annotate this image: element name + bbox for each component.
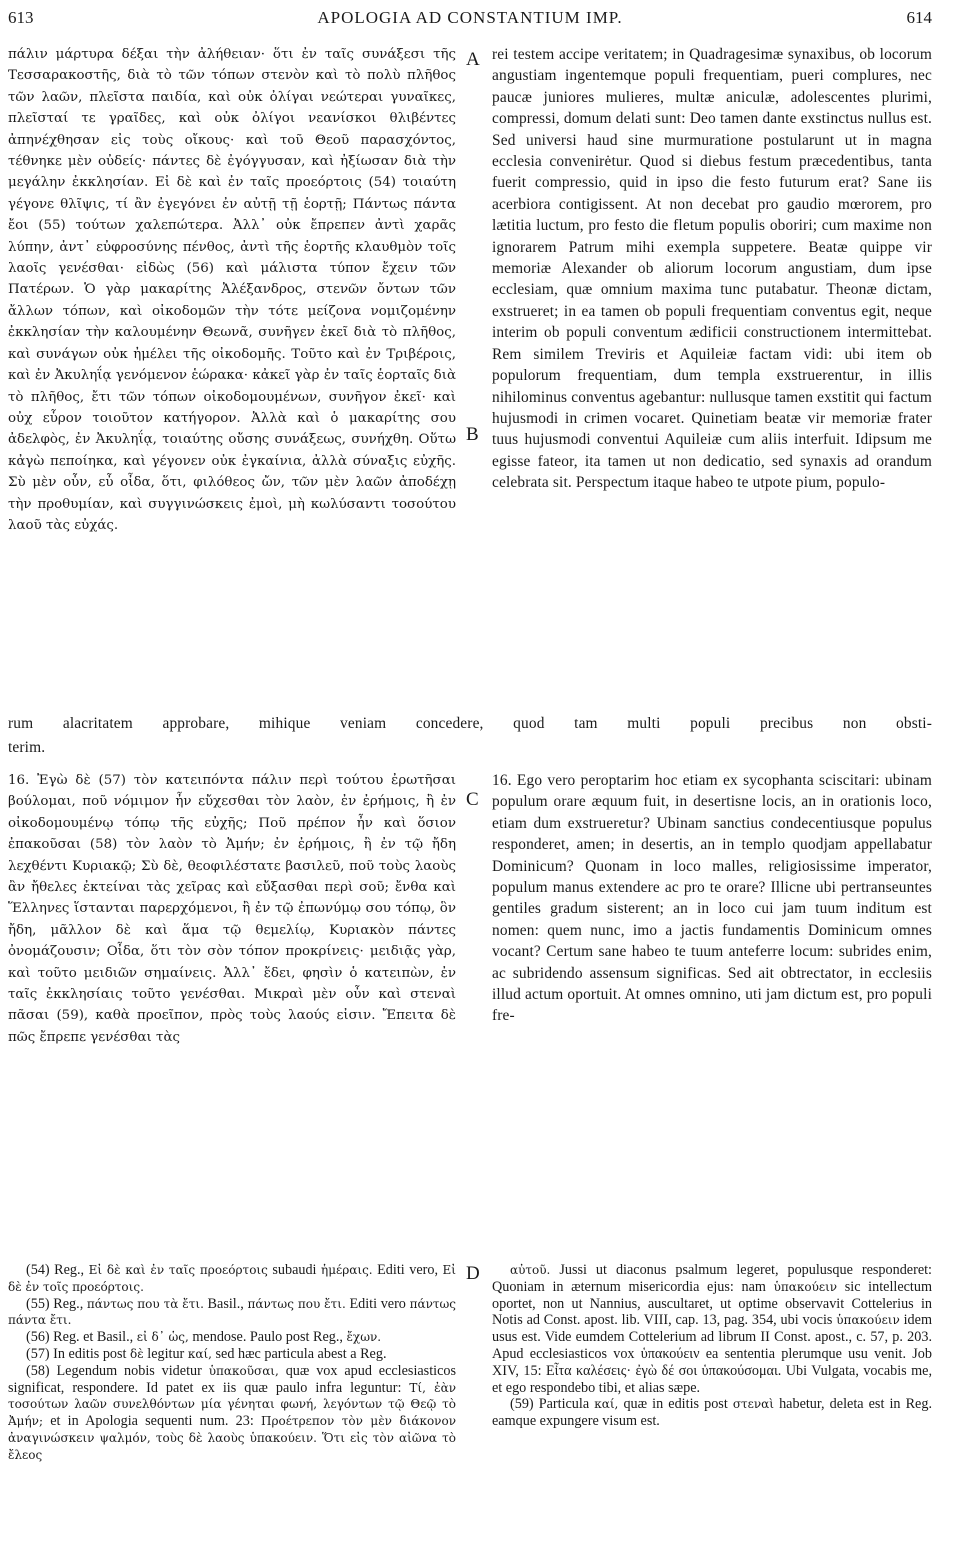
footnote-text: (55) Reg.,: [26, 1295, 87, 1312]
footnote-text: sed hæc particula abest a Reg.: [211, 1345, 387, 1362]
footnote-text: habetur, deleta est in Reg. eamque expungere visum est.: [492, 1396, 932, 1430]
footnote: [8, 1363, 456, 1464]
footnote-greek: Εἰ δὲ καὶ ἐν ταῖς προεόρτοις: [88, 1263, 268, 1277]
footnote: [492, 1262, 932, 1396]
margin-marker-a: A: [466, 49, 480, 70]
footnote-greek: ὑπακοῦσαι,: [208, 1363, 279, 1378]
footnote-text: quæ vox apud ecclesiasticos significat, respondere. Id patet ex iis quæ paulo infra leguntur:: [8, 1362, 456, 1396]
margin-marker-d: D: [466, 1263, 480, 1284]
footnote-text: et in Apologia sequenti num. 23:: [43, 1413, 261, 1430]
footnote-greek: Τί, ἐὰν τοσούτων λαῶν συνελθόντων μία γένηται φωνή, λεγόντων τῷ Θεῷ τὸ Ἀμήν;: [8, 1380, 456, 1429]
margin-marker-c: C: [466, 789, 479, 810]
footnote: [8, 1262, 456, 1296]
footnote-greek: στεναὶ: [732, 1397, 774, 1412]
footnote-text: (54) Reg.,: [26, 1262, 89, 1278]
latin-spanning-line: rum alacritatem approbare, mihique veniam concedere, quod tam multi populi precibus non obsti-: [8, 715, 932, 732]
footnote-text: Basil.,: [203, 1295, 248, 1312]
running-title: APOLOGIA AD CONSTANTIUM IMP.: [317, 8, 623, 27]
footnote-greek: πάντως που τὰ ἔτι.: [86, 1296, 204, 1311]
footnote-greek: Εἰ δὲ ἐν τοῖς προεόρτοις.: [8, 1263, 456, 1294]
footnote-text: Jussi ut diaconus psalmum legeret, populusque responderet: Quoniam in æternum misericordia ejus: nam: [492, 1262, 932, 1295]
page-header: [8, 8, 932, 32]
greek-column-1: πάλιν μάρτυρα δέξαι τὴν ἀλήθειαν· ὅτι ἐν ταῖς συνάξεσι τῆς Τεσσαρακοστῆς, διὰ τὸ τῶν τόπων στενὸν καὶ τὸ πολὺ πλῆθος τῶν λαῶν, πλεῖστα παιδία, καὶ οὐκ ὀλίγαι νεώτεραι γυναῖκες, πλεῖσταί τε γραῖδες, καὶ οὐκ ὀλίγοι νεανίσκοι θλιβέντες ἀπηνέχθησαν εἰς τοὺς οἴκους· καὶ τοῦ Θεοῦ παρασχόντος, τέθνηκε μὲν οὐδείς· πάντες δὲ ἐγόγγυσαν, καὶ ἠξίωσαν διὰ τὴν μεγάλην ἐκκλησίαν. Εἰ δὲ καὶ ἐν ταῖς προεόρτοις (54) τοιαύτη γέγονε θλῖψις, τί ἂν ἐγεγόνει ἐν αὐτῇ τῇ ἑορτῇ; Πάντως πάντα ἔοι (55) τούτων χαλεπώτερα. Ἀλλ᾽ οὐκ ἔπρεπεν ἀντὶ χαρᾶς λύπην, ἀντ᾽ εὐφροσύνης πένθος, ἀντὶ τῆς ἑορτῆς κλαυθμὸν τοῖς λαοῖς γενέσθαι· εἰδὼς (56) καὶ μάλιστα τύπον ἔχειν τῶν Πατέρων. Ὁ γὰρ μακαρίτης Ἀλέξανδρος, στενῶν ὄντων τῶν ἄλλων τόπων, καὶ οἰκοδομῶν τὴν τότε μείζονα νομιζομένην ἐκκλησίαν τὴν καλουμένην Θεωνᾶ, συνῆγεν ἐκεῖ διὰ τὸ πλῆθος, καὶ συνάγων οὐκ ἠμέλει τῆς οἰκοδομῆς. Τοῦτο καὶ ἐν Τριβέροις, καὶ ἐν Ἀκυληΐᾳ γενόμενον ἑώρακα· κἀκεῖ γὰρ ἐν ταῖς ἑορταῖς διὰ τὸ πλῆθος, ἔτι τῶν τόπων οἰκοδομουμένων, συνῆγον ἐκεῖ· καὶ οὐχ εὗρον τοιοῦτον κατήγορον. Ἀλλὰ καὶ ὁ μακαρίτης σου ἀδελφὸς, ἐν Ἀκυληΐᾳ, τοιαύτης οὔσης συνάξεως, συνήχθη. Οὕτω κἀγὼ πεποίηκα, καὶ γέγονεν οὐκ ἐγκαίνια, ἀλλὰ σύναξις εὐχῆς. Σὺ μὲν οὖν, εὖ οἶδα, ὅτι, φιλόθεος ὤν, τῶν μὲν λαῶν ἀποδέχῃ τὴν προθυμίαν, καὶ συγγινώσκεις ἐμοὶ, μὴ κωλύσαντι τοσούτου λαοῦ τὰς εὐχάς.: [8, 47, 456, 533]
footnote-greek: ὑπακούειν: [836, 1313, 900, 1328]
footnotes-left: [8, 1262, 456, 1542]
footnote: [8, 1329, 456, 1346]
footnote-text: mendose. Paulo post Reg.,: [188, 1329, 347, 1346]
margin-marker-b: B: [466, 424, 479, 445]
footnote-greek: ἔχων.: [346, 1330, 382, 1345]
footnote-text: subaudi: [267, 1262, 322, 1278]
footnotes-right: [492, 1262, 932, 1542]
page-number-left: 613: [8, 8, 34, 27]
footnote-greek: πάντως που ἔτι.: [247, 1296, 346, 1311]
footnote-text: (56) Reg. et Basil.,: [26, 1329, 137, 1346]
footnote-greek: ἡμέραις.: [321, 1263, 373, 1277]
footnote-text: Editi vero,: [372, 1262, 443, 1278]
footnote-greek: ὑπακούειν: [773, 1279, 838, 1294]
footnote-greek: αὐτοῦ.: [510, 1263, 551, 1277]
footnote-text: legitur: [143, 1345, 188, 1362]
footnote-text: Editi vero: [345, 1295, 410, 1312]
footnote: [8, 1346, 456, 1363]
latin-column-2: 16. Ego vero peroptarim hoc etiam ex sycophanta sciscitari: ubinam populum orare æquum fuit, in desertisne locis, an in orationis loco, etiam dum exstrueretur? Ubinam sanctius condecentiusque populus responderet, amen; in desertis, an in templo quodjam appellabatur Dominicum? Quonam in loco malles, religiosissime imperator, populum manus extendere ac pro te orare? Illicne ubi pertranseuntes gentiles gradum sisterent; an in loco cui jam tuum inditum est nomen: quem nunc, imo a jactis fundamentis Dominicum omnes vocant? Certum sane habeo te tuum anteferre locum: subrides enim, ac subridendo assensum significas. Sed ait obtrectator, in ecclesiis illud actum oportuit. At omnes omnino, uti jam dictum est, pro populi fre-: [492, 772, 932, 1025]
footnote-greek: δὲ: [130, 1346, 144, 1361]
latin-spanning-word: terim.: [8, 739, 46, 756]
footnote-text: (58) Legendum nobis videtur: [26, 1362, 209, 1379]
footnote-text: quæ in editis post: [618, 1396, 733, 1413]
footnote-text: (59) Particula: [510, 1396, 595, 1413]
footnote: [492, 1396, 932, 1430]
footnote-text: (57) In editis post: [26, 1345, 131, 1362]
footnote-text: idem usus est. Vide eumdem Cottelerium ad librum II Const. apost., c. 57, p. 203. Apud ecclesiasticos vox ὑπακούειν ea sententia plerumque usu venit. Job XIV, 15: Εἶτα καλέσεις· ἐγὼ δέ σοι ὑπακούσομαι. Ubi Vulgata, vocabis me, et ego respondebo tibi, et alias sæpe.: [492, 1312, 932, 1396]
footnote-text: sic intellectum oportet, non ut Nannius, auscultaret, ut optime observavit Cottelerius in Notis ad Const. apost. lib. VIII, cap. 13, pag. 354, ubi vocis: [492, 1278, 932, 1329]
page-number-right: 614: [906, 8, 932, 27]
footnote-greek: εἰ δ᾽ ὡς,: [136, 1330, 189, 1345]
footnote-greek: πάντως πάντα ἔτι.: [8, 1296, 456, 1328]
footnote-greek: Προέτρεπον τὸν μὲν διάκονον ἀναγινώσκειν ψαλμόν, τοὺς δὲ λαοὺς ὑπακούειν. Ὅτι εἰς τὸν αἰῶνα τὸ ἔλεος: [8, 1414, 456, 1462]
latin-column-1: rei testem accipe veritatem; in Quadragesimæ synaxibus, ob locorum angustiam ingentemque populi frequentiam, pueri complures, nec paucæ juniores mulieres, multæ aniculæ, adolescentes plurimi, compressi, domum delati sunt: Deo tamen dante exstinctus nullus est. Sed universi haud sine murmuratione postularunt ut in magna ecclesia convenirėtur. Quod si diebus festum præcedentibus, tanta fuerit compressio, quid in ipso die festo futurum erat? Sane iis acerbiora contigissent. At non decebat pro gaudio mœrorem, pro lætitia luctum, pro festo die fletum populis oboriri; cum maxime non ignorarem Patrum mihi exempla suppetere. Beatæ quippe vir memoriæ Alexander ob aliorum locorum angustiam, dum ipse ecclesiam, quæ omnium maxima tunc putabatur. Theonæ dictam, exstrueret; in ea tamen ob populi frequentiam conventus egit, neque interim ob populi conventum ædificii constructionem intermittebat. Rem similem Treviris et Aquileiæ factam vidi: ubi item ob populorum frequentiam, dum templa exstruerentur, in illis nihilominus conventus agebantur: nullusque tamen exstitit qui factum hujusmodi in crimen vocaret. Quinetiam beatæ vir memoriæ frater tuus hujusmodi conventui Aquileiæ cum aliis interfuit. Idipsum me egisse fateor, ita tamen ut non dedicatio, sed synaxis ad orandum celebrata sit. Perspectum itaque habeo te utpote pium, populo-: [492, 46, 932, 492]
footnote-greek: καί,: [594, 1397, 619, 1412]
greek-column-2: 16. Ἐγὼ δὲ (57) τὸν κατειπόντα πάλιν περὶ τούτου ἐρωτῆσαι βούλομαι, ποῦ νόμιμον ἦν εὔχεσθαι τὸν λαὸν, ἐν ἐρήμοις, ἢ ἐν οἰκοδομουμένῳ τόπῳ τῆς εὐχῆς; Ποῦ πρέπον ἦν καὶ ὅσιον ἐπακοῦσαι (58) τὸν λαὸν τὸ Ἀμήν; ἐν ἐρήμοις, ἢ ἐν τῷ ἤδη λεχθέντι Κυριακῷ; Σὺ δὲ, θεοφιλέστατε βασιλεῦ, ποῦ τοὺς λαοὺς ἂν ἤθελες ἐκτείναι τὰς χεῖρας καὶ εὔξασθαι περὶ σοῦ; ἔνθα καὶ Ἕλληνες ἵστανται παρερχόμενοι, ἢ ἐν τῷ ἐπωνύμῳ σου τόπῳ, ὃν ἤδη, μᾶλλον δὲ καὶ ἅμα τῷ θεμελίῳ, Κυριακὸν πάντες ὀνομάζουσιν; Οἶδα, ὅτι τὸν σὸν τόπον προκρίνεις· μειδιᾷς γὰρ, καὶ τοῦτο μειδιῶν σημαίνεις. Ἀλλ᾽ ἔδει, φησὶν ὁ κατειπὼν, ἐν ταῖς ἐκκλησίαις τοῦτο γενέσθαι. Μικραὶ μὲν οὖν καὶ στεναὶ πᾶσαι (59), καθὰ προεῖπον, πρὸς τοὺς λαούς εἰσιν. Ἔπειτα δὲ πῶς ἔπρεπε γενέσθαι τὰς: [8, 773, 456, 1045]
footnote-greek: καί,: [187, 1346, 212, 1361]
footnote: [8, 1296, 456, 1330]
